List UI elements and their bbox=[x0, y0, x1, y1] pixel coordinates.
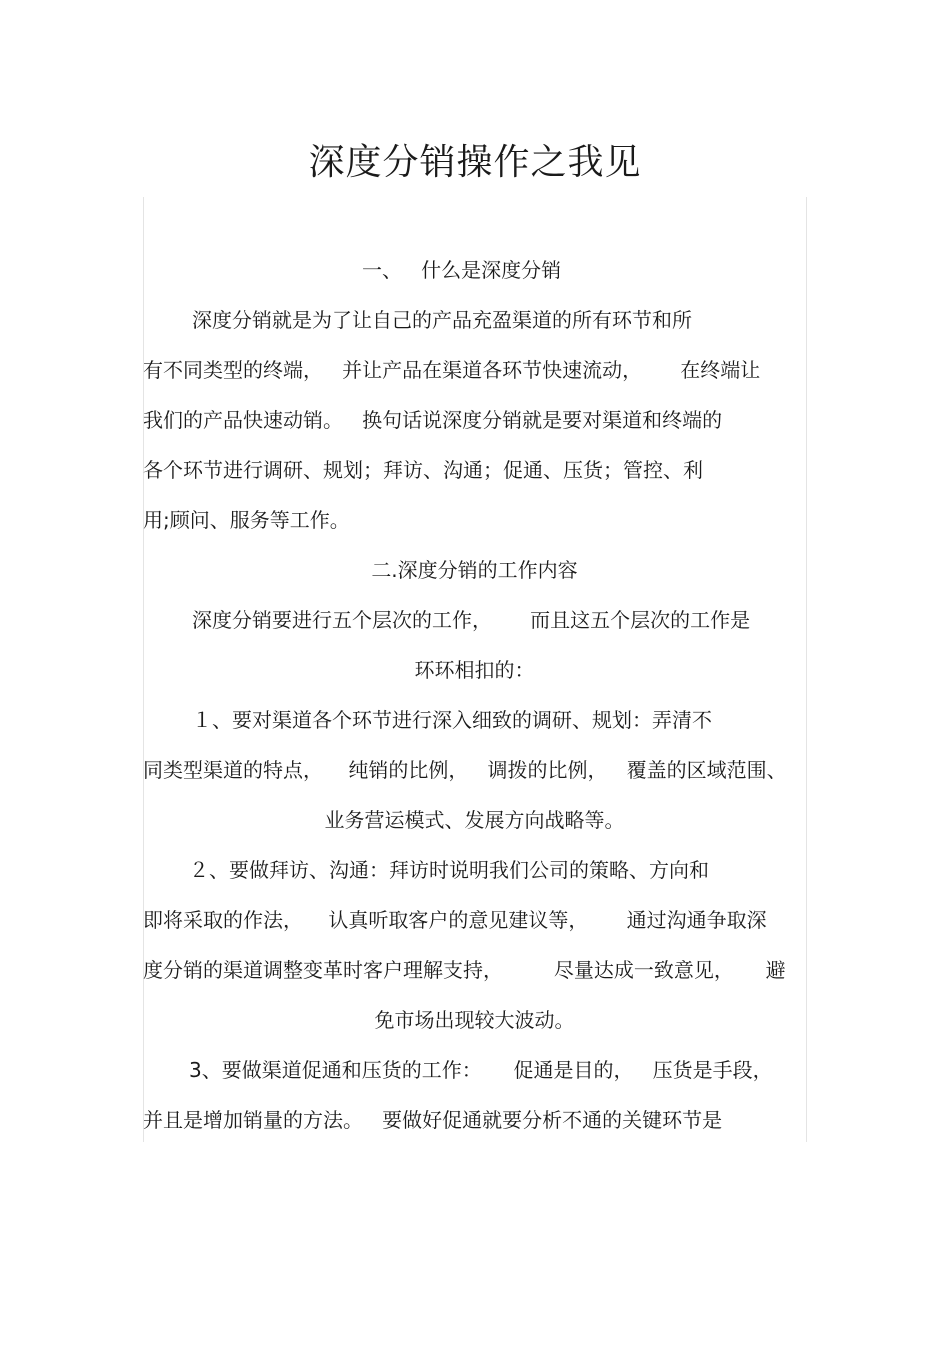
list-item-3: 3、要做渠道促通和压货的工作： 促通是目的， 压货是手段， bbox=[189, 1058, 773, 1082]
list-item-2-cont: 免市场出现较大波动。 bbox=[374, 1008, 575, 1032]
paragraph-line: 用;顾问、服务等工作。 bbox=[143, 508, 350, 532]
list-item-1: １、要对渠道各个环节进行深入细致的调研、规划：弄清不 bbox=[192, 708, 712, 732]
page-title: 深度分销操作之我见 bbox=[308, 142, 642, 183]
paragraph-line: 深度分销就是为了让自己的产品充盈渠道的所有环节和所 bbox=[192, 308, 692, 332]
paragraph-line: 深度分销要进行五个层次的工作， 而且这五个层次的工作是 bbox=[192, 608, 751, 632]
paragraph-line: 各个环节进行调研、规划；拜访、沟通；促通、压货；管控、利 bbox=[143, 458, 703, 482]
paragraph-line: 我们的产品快速动销。 换句话说深度分销就是要对渠道和终端的 bbox=[143, 408, 723, 432]
list-item-1-cont: 同类型渠道的特点， 纯销的比例， 调拨的比例， 覆盖的区域范围、 bbox=[143, 758, 787, 782]
list-item-3-cont: 并且是增加销量的方法。 要做好促通就要分析不通的关键环节是 bbox=[143, 1108, 723, 1132]
section-heading-2: 二.深度分销的工作内容 bbox=[371, 558, 578, 582]
list-item-2-cont: 度分销的渠道调整变革时客户理解支持， 尽量达成一致意见， 避 bbox=[143, 958, 786, 982]
list-item-2-cont: 即将采取的作法， 认真听取客户的意见建议等， 通过沟通争取深 bbox=[143, 908, 767, 932]
list-item-1-cont: 业务营运模式、发展方向战略等。 bbox=[324, 808, 625, 832]
right-frame-line bbox=[806, 197, 807, 1142]
paragraph-line: 环环相扣的： bbox=[414, 658, 535, 682]
paragraph-line: 有不同类型的终端， 并让产品在渠道各环节快速流动， 在终端让 bbox=[143, 358, 761, 382]
section-heading-1: 一、 什么是深度分销 bbox=[362, 258, 562, 282]
list-item-2: ２、要做拜访、沟通：拜访时说明我们公司的策略、方向和 bbox=[189, 858, 709, 882]
